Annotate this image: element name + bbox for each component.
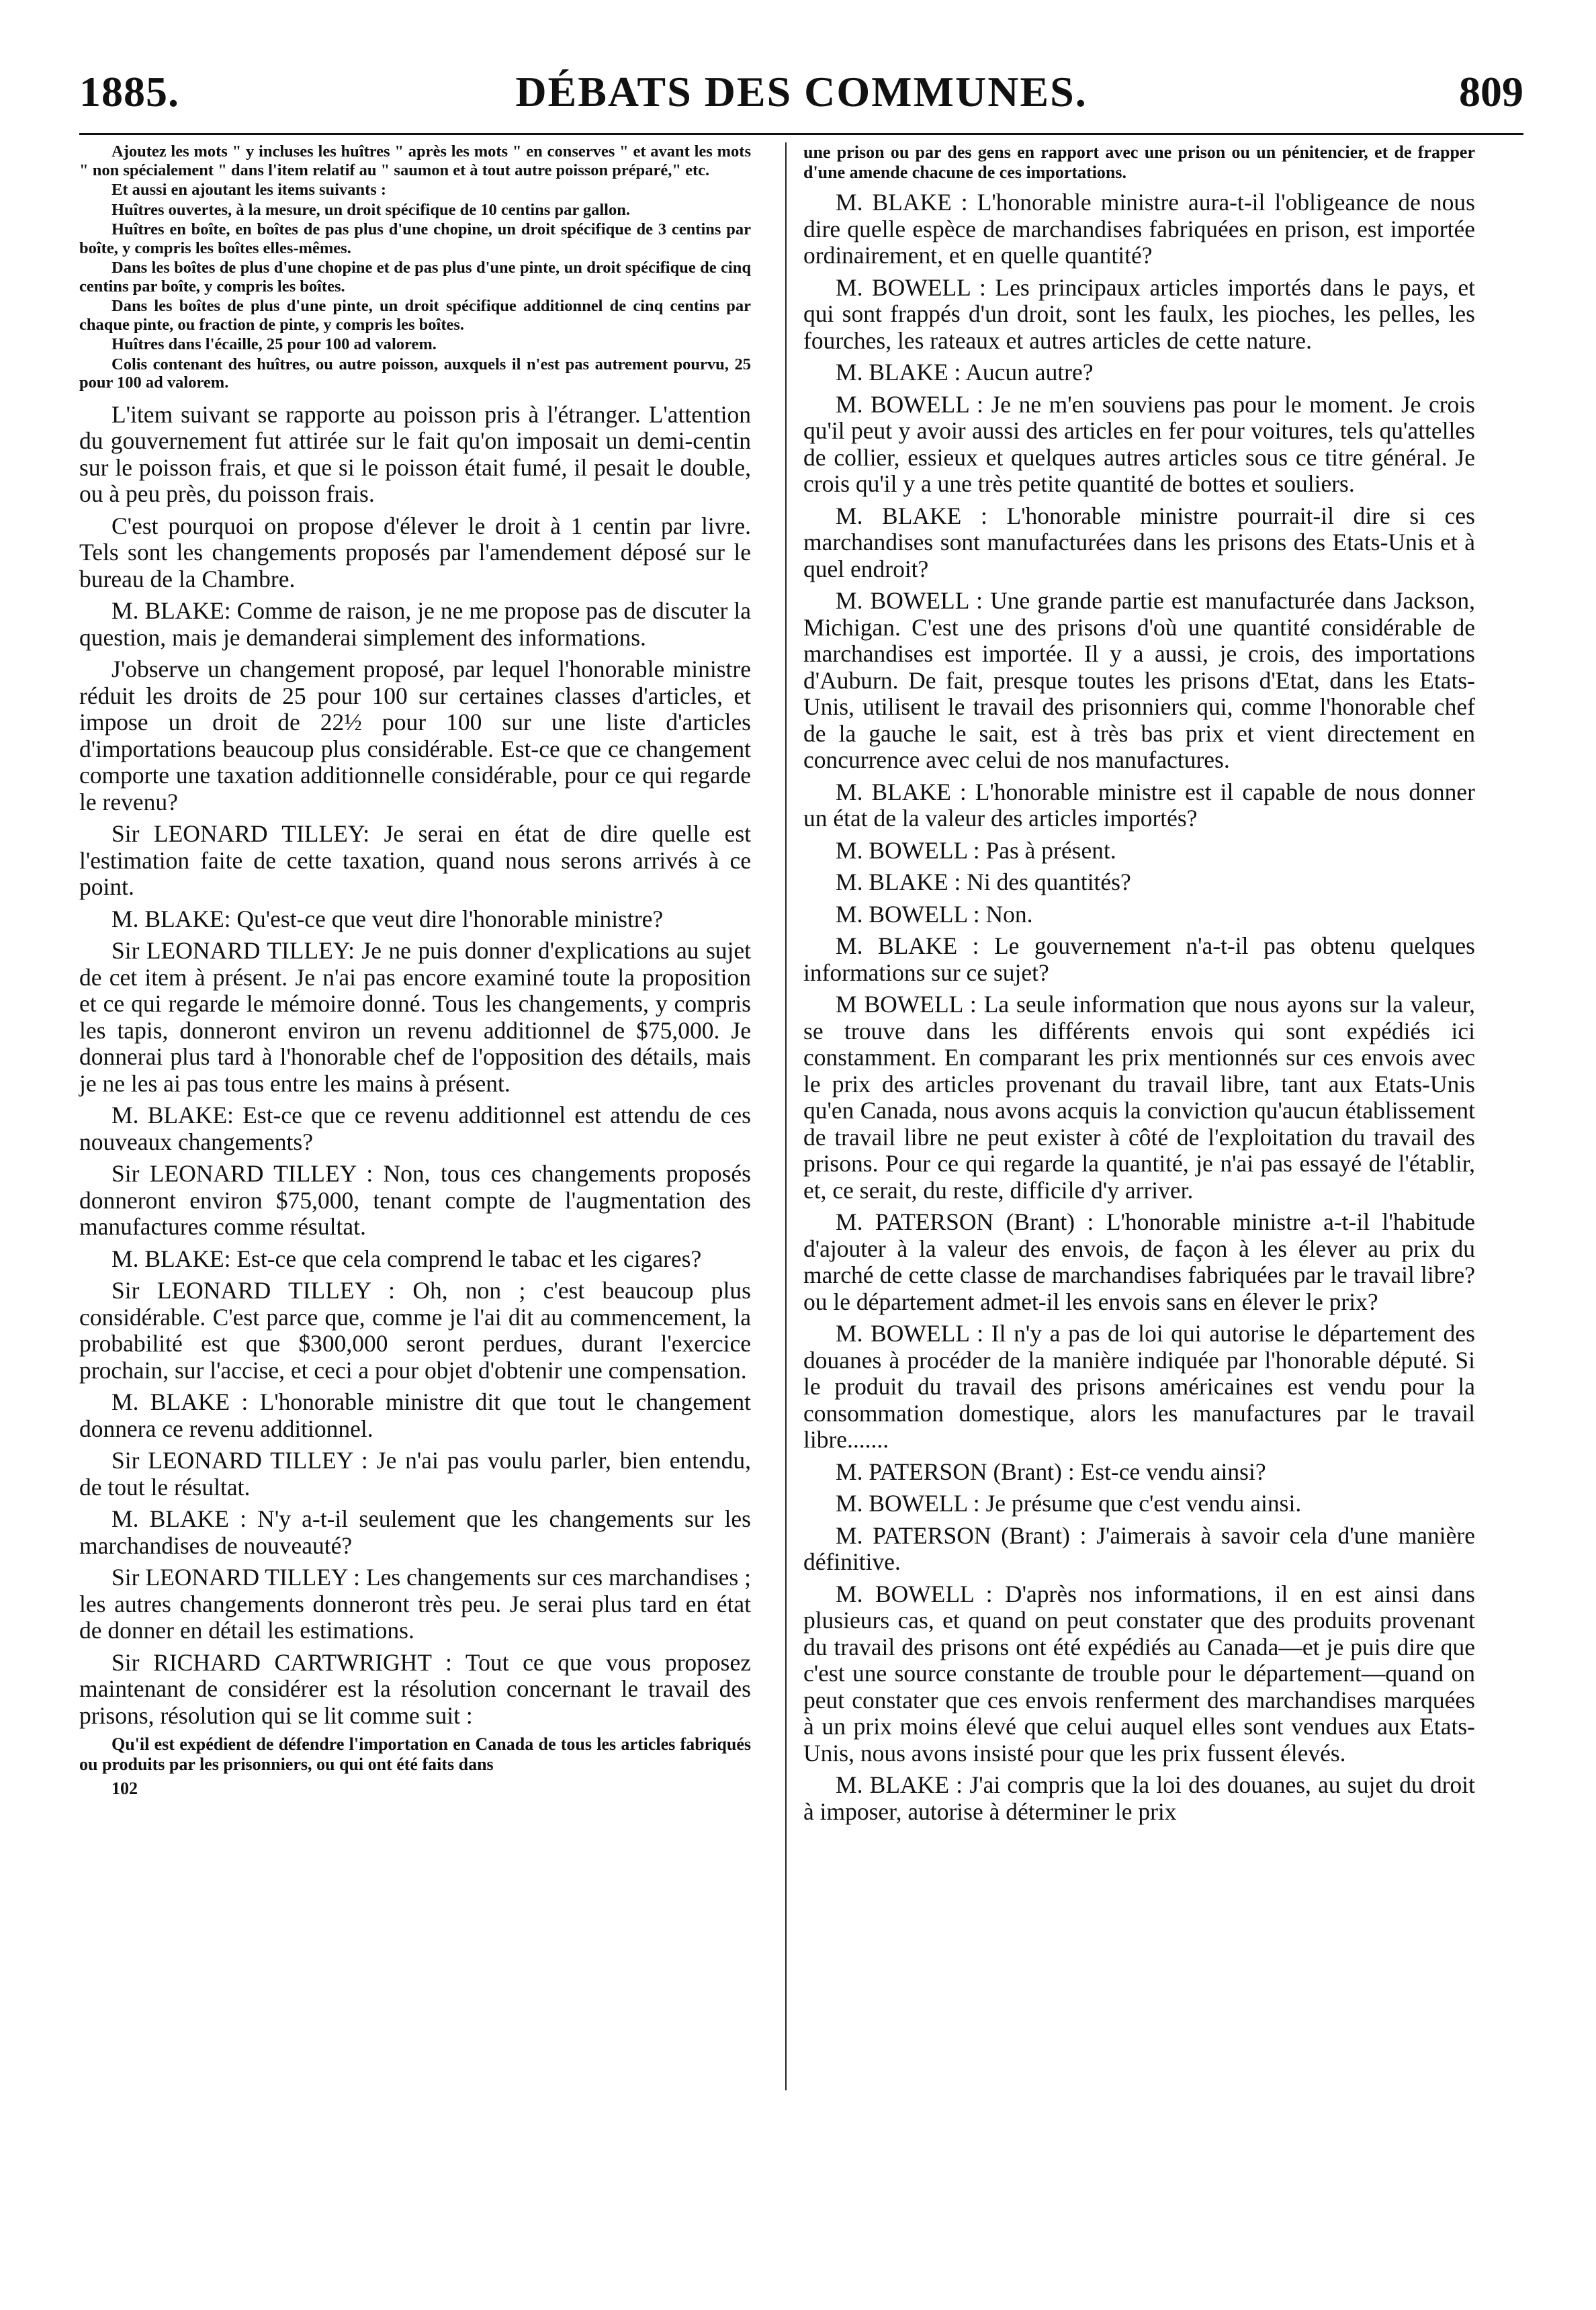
paragraph: M. BLAKE : L'honorable ministre aura-t-il l'obligeance de nous dire quelle espèce de marchandises fabriquées en prison, est importée ordinairement, et en quelle quantité? xyxy=(803,189,1475,269)
paragraph: Sir LEONARD TILLEY: Je serai en état de dire quelle est l'estimation faite de cette taxation, quand nous serons arrivés à ce point. xyxy=(79,820,751,900)
header-rule xyxy=(79,133,1523,135)
paragraph: M. BOWELL : Je ne m'en souviens pas pour le moment. Je crois qu'il peut y avoir aussi des articles en fer pour voitures, tels qu'attelles de collier, essieux et quelques autres articles sous ce titre général. Je crois qu'il y a une très petite quantité de bottes et souliers. xyxy=(803,390,1475,497)
paragraph: M. BLAKE : L'honorable ministre pourrait-il dire si ces marchandises sont manufacturées dans les prisons des Etats-Unis et à quel endroit? xyxy=(803,502,1475,582)
column-divider xyxy=(785,142,787,2090)
paragraph: L'item suivant se rapporte au poisson pris à l'étranger. L'attention du gouvernement fut attirée sur le fait qu'on imposait un demi-centin sur le poisson frais, et que si le poisson était fumé, il pesait le double, ou à peu près, du poisson frais. xyxy=(79,400,751,507)
paragraph: M. BOWELL : Une grande partie est manufacturée dans Jackson, Michigan. C'est une des prisons d'où une quantité considérable de marchandises est importée. Il y a aussi, je crois, des importations d'Auburn. De fait, presque toutes les prisons d'Etat, dans les Etats-Unis, utilisent le travail des prisonniers qui, comme l'honorable chef de la gauche le sait, est à très bas prix et vient directement en concurrence avec celui de nos manufactures. xyxy=(803,587,1475,773)
paragraph: M. BOWELL : Pas à présent. xyxy=(836,836,1116,864)
paragraph: Sir LEONARD TILLEY: Je ne puis donner d'explications au sujet de cet item à présent. Je n'ai pas encore examiné toute la proposition et ce qui regarde le mémoire donné. Tous les changements, y compris les tapis, donneront environ un revenu additionnel de $75,000. Je donnerai plus tard à l'honorable chef de l'opposition des détails, mais je ne les ai pas tous entre les mains à présent. xyxy=(79,937,751,1097)
amendment-text: Huîtres en boîte, en boîtes de pas plus d'une chopine, un droit spécifique de 3 centins par boîte, y compris les boîtes elles-mêmes. xyxy=(79,220,751,257)
header-page-number: 809 xyxy=(1459,68,1523,116)
paragraph: M. BLAKE : L'honorable ministre est il capable de nous donner un état de la valeur des articles importés? xyxy=(803,778,1475,832)
paragraph: Sir LEONARD TILLEY : Oh, non ; c'est beaucoup plus considérable. C'est parce que, comme je l'ai dit au commencement, la probabilité est que $300,000 seront perdues, durant l'exercice prochain, sur l'accise, et ceci a pour objet d'obtenir une compensation. xyxy=(79,1277,751,1384)
paragraph: M. BLAKE: Est-ce que cela comprend le tabac et les cigares? xyxy=(112,1245,702,1272)
header-title: DÉBATS DES COMMUNES. xyxy=(515,68,1088,116)
amendment-text: Huîtres ouvertes, à la mesure, un droit spécifique de 10 centins par gallon. xyxy=(112,200,630,219)
paragraph: M. BOWELL : Non. xyxy=(836,900,1033,928)
right-column xyxy=(803,142,1475,1830)
paragraph: M. BLAKE: Est-ce que ce revenu additionnel est attendu de ces nouveaux changements? xyxy=(79,1102,751,1155)
paragraph: M. BOWELL : D'après nos informations, il en est ainsi dans plusieurs cas, et quand on peut constater que des produits provenant du travail des prisons ont été expédiés au Canada—et je puis dire que c'est une source constante de trouble pour le département—quand on peut constater que ces envois renferment des marchandises marquées à un prix moins élevé que celui auquel elles sont vendues aux Etats-Unis, nous avons insisté pour que les prix fussent élevés. xyxy=(803,1580,1475,1767)
amendment-text: Dans les boîtes de plus d'une chopine et de pas plus d'une pinte, un droit spécifique de cinq centins par boîte, y compris les boîtes. xyxy=(79,259,751,296)
amendment-text: Ajoutez les mots " y incluses les huîtres " après les mots " en conserves " et avant les mots " non spécialement " dans l'item relatif au " saumon et à tout autre poisson préparé," etc. xyxy=(79,142,751,179)
amendment-text: Et aussi en ajoutant les items suivants : xyxy=(112,181,387,199)
paragraph: M. BOWELL : Je présume que c'est vendu ainsi. xyxy=(836,1490,1302,1517)
amendment-text: Huîtres dans l'écaille, 25 pour 100 ad valorem. xyxy=(112,335,437,353)
paragraph: M. BOWELL : Les principaux articles importés dans le pays, et qui sont frappés d'un droit, sont les faulx, les pioches, les pelles, les fourches, les rateaux et autres articles de cette nature. xyxy=(803,273,1475,354)
paragraph: M. BLAKE : Ni des quantités? xyxy=(836,869,1131,895)
amendment-text: Dans les boîtes de plus d'une pinte, un droit spécifique additionnel de cinq centins par chaque pinte, ou fraction de pinte, y compris les boîtes. xyxy=(79,297,751,334)
paragraph: M. BLAKE : N'y a-t-il seulement que les changements sur les marchandises de nouveauté? xyxy=(79,1505,751,1559)
resolution-continued: une prison ou par des gens en rapport avec une prison ou un pénitencier, et de frapper d'une amende chacune de ces importations. xyxy=(803,142,1475,182)
paragraph: C'est pourquoi on propose d'élever le droit à 1 centin par livre. Tels sont les changements proposés par l'amendement déposé sur le bureau de la Chambre. xyxy=(79,512,751,592)
paragraph: M. BLAKE : J'ai compris que la loi des douanes, au sujet du droit à imposer, autorise à déterminer le prix xyxy=(803,1771,1475,1825)
header-year: 1885. xyxy=(79,68,179,116)
amendment-text: Colis contenant des huîtres, ou autre poisson, auxquels il n'est pas autrement pourvu, 25 pour 100 ad valorem. xyxy=(79,355,751,392)
paragraph: Sir LEONARD TILLEY : Je n'ai pas voulu parler, bien entendu, de tout le résultat. xyxy=(79,1447,751,1501)
paragraph: M. PATERSON (Brant) : J'aimerais à savoir cela d'une manière définitive. xyxy=(803,1521,1475,1575)
paragraph: J'observe un changement proposé, par lequel l'honorable ministre réduit les droits de 25 pour 100 sur certaines classes d'articles, et impose un droit de 22½ pour 100 sur une liste d'articles d'importations beaucoup plus considérable. Est-ce que ce changement comporte une taxation additionnelle considérable, pour ce qui regarde le revenu? xyxy=(79,656,751,815)
paragraph: Sir LEONARD TILLEY : Non, tous ces changements proposés donneront environ $75,000, tenant compte de l'augmentation des manufactures comme résultat. xyxy=(79,1160,751,1240)
paragraph: Sir RICHARD CARTWRIGHT : Tout ce que vous proposez maintenant de considérer est la résolution concernant le travail des prisons, résolution qui se lit comme suit : xyxy=(79,1648,751,1729)
paragraph: M. BLAKE : Aucun autre? xyxy=(836,359,1094,386)
resolution-text: Qu'il est expédient de défendre l'importation en Canada de tous les articles fabriqués ou produits par les prisonniers, ou qui ont été faits dans xyxy=(79,1734,751,1774)
paragraph: M. BLAKE : Le gouvernement n'a-t-il pas obtenu quelques informations sur ce sujet? xyxy=(803,932,1475,986)
paragraph: M. BLAKE: Qu'est-ce que veut dire l'honorable ministre? xyxy=(112,905,664,932)
paragraph: M. BOWELL : Il n'y a pas de loi qui autorise le département des douanes à procéder de la manière indiquée par l'honorable député. Si le produit du travail des prisons américaines est vendu pour la consommation domestique, alors les manufactures par le travail libre....... xyxy=(803,1320,1475,1453)
signature-mark: 102 xyxy=(112,1779,138,1798)
paragraph: M. BLAKE : L'honorable ministre dit que tout le changement donnera ce revenu additionnel. xyxy=(79,1388,751,1442)
paragraph: Sir LEONARD TILLEY : Les changements sur ces marchandises ; les autres changements donneront très peu. Je serai plus tard en état de donner en détail les estimations. xyxy=(79,1564,751,1644)
paragraph: M. PATERSON (Brant) : Est-ce vendu ainsi? xyxy=(836,1458,1266,1485)
left-column xyxy=(79,142,751,1799)
page-header xyxy=(79,67,1523,128)
paragraph: M. BLAKE: Comme de raison, je ne me propose pas de discuter la question, mais je demanderai simplement des informations. xyxy=(79,597,751,651)
paragraph: M. PATERSON (Brant) : L'honorable ministre a-t-il l'habitude d'ajouter à la valeur des envois, de façon à les élever au prix du marché de cette classe de marchandises fabriquées par le travail libre? ou le département admet-il les envois sans en élever le prix? xyxy=(803,1208,1475,1315)
paragraph: M BOWELL : La seule information que nous ayons sur la valeur, se trouve dans les différents envois qui sont expédiés ici constamment. En comparant les prix mentionnés sur ces envois avec le prix des articles provenant du travail libre, tant aux Etats-Unis qu'en Canada, nous avons acquis la conviction qu'aucun établissement de travail libre ne peut exister à côté de l'exploitation du travail des prisons. Pour ce qui regarde la quantité, je n'ai pas essayé de l'établir, et, ce serait, du reste, difficile d'y arriver. xyxy=(803,991,1475,1204)
